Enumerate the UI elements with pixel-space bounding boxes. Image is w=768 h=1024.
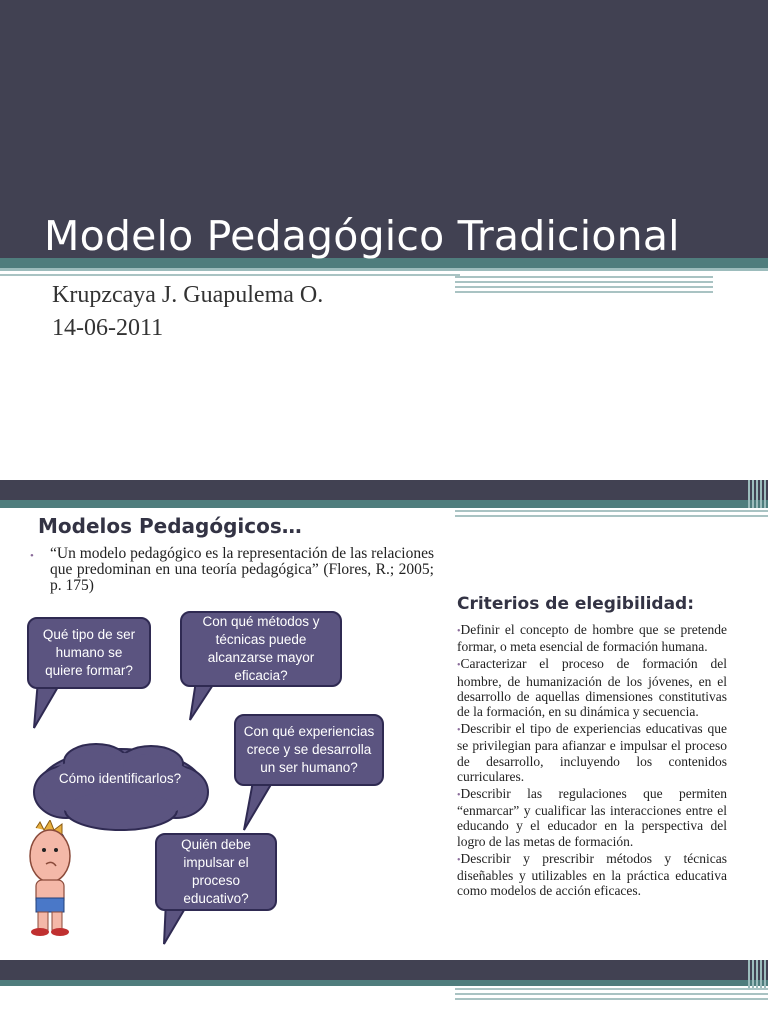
question-bubble-methods: Con qué métodos y técnicas puede alcanzarse mayor eficacia? <box>180 611 342 687</box>
bullet-icon: • <box>30 550 34 562</box>
header-band <box>0 480 768 500</box>
definition-bullet <box>30 546 434 594</box>
content-slide <box>0 480 768 1024</box>
question-bubble-who: Quién debe impulsar el proceso educativo? <box>155 833 277 911</box>
author-name: Krupzcaya J. Guapulema O. <box>52 282 324 308</box>
presentation-date: 14-06-2011 <box>52 315 164 341</box>
bullet-icon: • <box>457 725 461 737</box>
title-slide <box>0 0 768 464</box>
criteria-item: •Describir el tipo de experiencias educativas que se privilegian para afianzar e impulsar el proceso de desarrollo, incluyendo los contenidos curriculares. <box>457 721 727 784</box>
slide-title: Modelo Pedagógico Tradicional <box>44 212 680 260</box>
footer-accent <box>0 980 768 986</box>
decorative-vertical-lines <box>748 480 768 508</box>
question-bubble-human: Qué tipo de ser humano se quiere formar? <box>27 617 151 689</box>
bullet-icon: • <box>457 660 461 672</box>
accent-stripe <box>0 500 768 508</box>
bullet-icon: • <box>457 790 461 802</box>
thinking-boy-illustration <box>22 820 82 940</box>
bullet-icon: • <box>457 626 461 637</box>
criteria-item: •Describir las regulaciones que permiten “enmarcar” y cualificar las interacciones entre el educando y el educador en la perspectiva del logro de las metas de formación. <box>457 786 727 849</box>
criteria-item: •Caracterizar el proceso de formación del hombre, de humanización de los jóvenes, en el desarrollo de aquellas dimensiones constitutivas de la formación, en su dinámica y secuencia. <box>457 656 727 720</box>
footer-band <box>0 960 768 980</box>
criteria-heading: Criterios de elegibilidad: <box>457 594 695 614</box>
accent-stripe-light <box>0 268 768 271</box>
thought-cloud-text: Cómo identificarlos? <box>58 771 182 786</box>
footer-decorative-lines <box>455 988 768 1003</box>
decorative-lines-right <box>455 276 713 296</box>
slide-title: Modelos Pedagógicos… <box>38 514 302 538</box>
criteria-item: •Describir y prescribir métodos y técnicas diseñables y utilizables en la práctica educativa como modelos de acción eficaces. <box>457 850 727 899</box>
criteria-item: •Definir el concepto de hombre que se pretende formar, o meta esencial de formación humana. <box>457 622 727 655</box>
bullet-icon: • <box>457 854 461 866</box>
question-bubble-experiences: Con qué experiencias crece y se desarrolla un ser humano? <box>234 714 384 786</box>
slide-separator <box>0 464 768 480</box>
definition-text: “Un modelo pedagógico es la representación de las relaciones que predominan en una teoría pedagógica” (Flores, R.; 2005; p. 175) <box>50 545 434 594</box>
decorative-lines <box>455 510 768 520</box>
criteria-list <box>457 622 727 900</box>
footer-vertical-lines <box>748 960 768 988</box>
decorative-lines-left <box>0 274 460 279</box>
